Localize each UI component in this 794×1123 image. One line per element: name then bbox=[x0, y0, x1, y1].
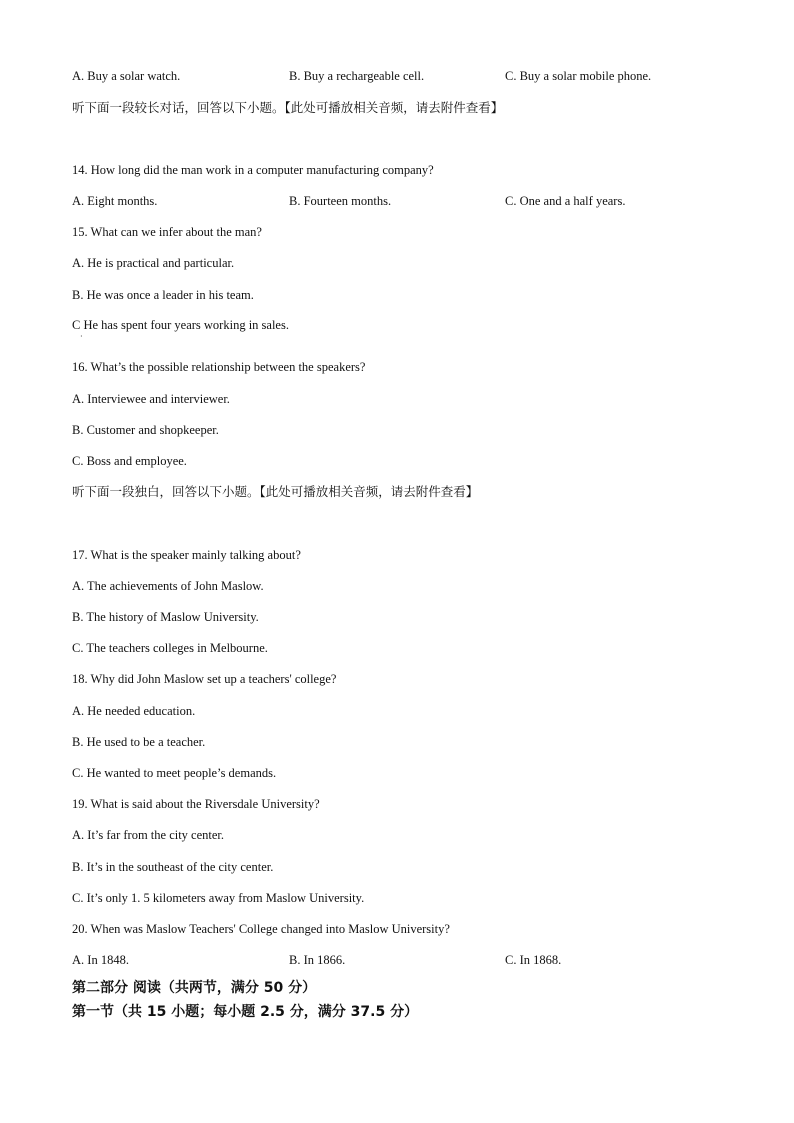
q20-option-c: C. In 1868. bbox=[505, 953, 562, 967]
q19-option-c: C. It’s only 1. 5 kilometers away from Maslow University. bbox=[72, 891, 365, 905]
q13-option-c: C. Buy a solar mobile phone. bbox=[505, 69, 652, 83]
q17-option-b: B. The history of Maslow University. bbox=[72, 610, 259, 624]
q18-question: 18. Why did John Maslow set up a teachers' college? bbox=[72, 672, 337, 686]
q16-question: 16. What’s the possible relationship between the speakers? bbox=[72, 360, 366, 374]
q19-option-b: B. It’s in the southeast of the city center. bbox=[72, 860, 274, 874]
listening-instruction-monologue: 听下面一段独白，回答以下小题。【此处可播放相关音频，请去附件查看】 bbox=[72, 484, 479, 499]
q14-option-a: A. Eight months. bbox=[72, 194, 158, 208]
section-one-heading: 第一节（共 15 小题；每小题 2.5 分，满分 37.5 分） bbox=[72, 1004, 419, 1020]
q14-question: 14. How long did the man work in a computer manufacturing company? bbox=[72, 163, 434, 177]
q13-option-a: A. Buy a solar watch. bbox=[72, 69, 181, 83]
q17-option-c: C. The teachers colleges in Melbourne. bbox=[72, 641, 268, 655]
q19-option-a: A. It’s far from the city center. bbox=[72, 828, 225, 842]
q16-option-a: A. Interviewee and interviewer. bbox=[72, 392, 230, 406]
q20-question: 20. When was Maslow Teachers' College changed into Maslow University? bbox=[72, 922, 450, 936]
q16-option-b: B. Customer and shopkeeper. bbox=[72, 423, 219, 437]
listening-instruction-long: 听下面一段较长对话，回答以下小题。【此处可播放相关音频，请去附件查看】 bbox=[72, 100, 504, 115]
q13-option-b: B. Buy a rechargeable cell. bbox=[289, 69, 425, 83]
part-two-heading: 第二部分 阅读（共两节，满分 50 分） bbox=[72, 980, 317, 996]
q18-option-b: B. He used to be a teacher. bbox=[72, 735, 206, 749]
q16-option-c: C. Boss and employee. bbox=[72, 454, 187, 468]
q14-option-b: B. Fourteen months. bbox=[289, 194, 392, 208]
q20-option-b: B. In 1866. bbox=[289, 953, 346, 967]
q15-option-a: A. He is practical and particular. bbox=[72, 256, 235, 270]
stray-dot-mark: · bbox=[80, 332, 83, 341]
q15-option-b: B. He was once a leader in his team. bbox=[72, 288, 254, 302]
q19-question: 19. What is said about the Riversdale University? bbox=[72, 797, 320, 811]
q18-option-a: A. He needed education. bbox=[72, 704, 196, 718]
q20-option-a: A. In 1848. bbox=[72, 953, 129, 967]
q14-option-c: C. One and a half years. bbox=[505, 194, 626, 208]
q17-question: 17. What is the speaker mainly talking about? bbox=[72, 548, 301, 562]
q18-option-c: C. He wanted to meet people’s demands. bbox=[72, 766, 277, 780]
q15-question: 15. What can we infer about the man? bbox=[72, 225, 262, 239]
q17-option-a: A. The achievements of John Maslow. bbox=[72, 579, 264, 593]
q15-option-c: C He has spent four years working in sales. bbox=[72, 318, 289, 332]
